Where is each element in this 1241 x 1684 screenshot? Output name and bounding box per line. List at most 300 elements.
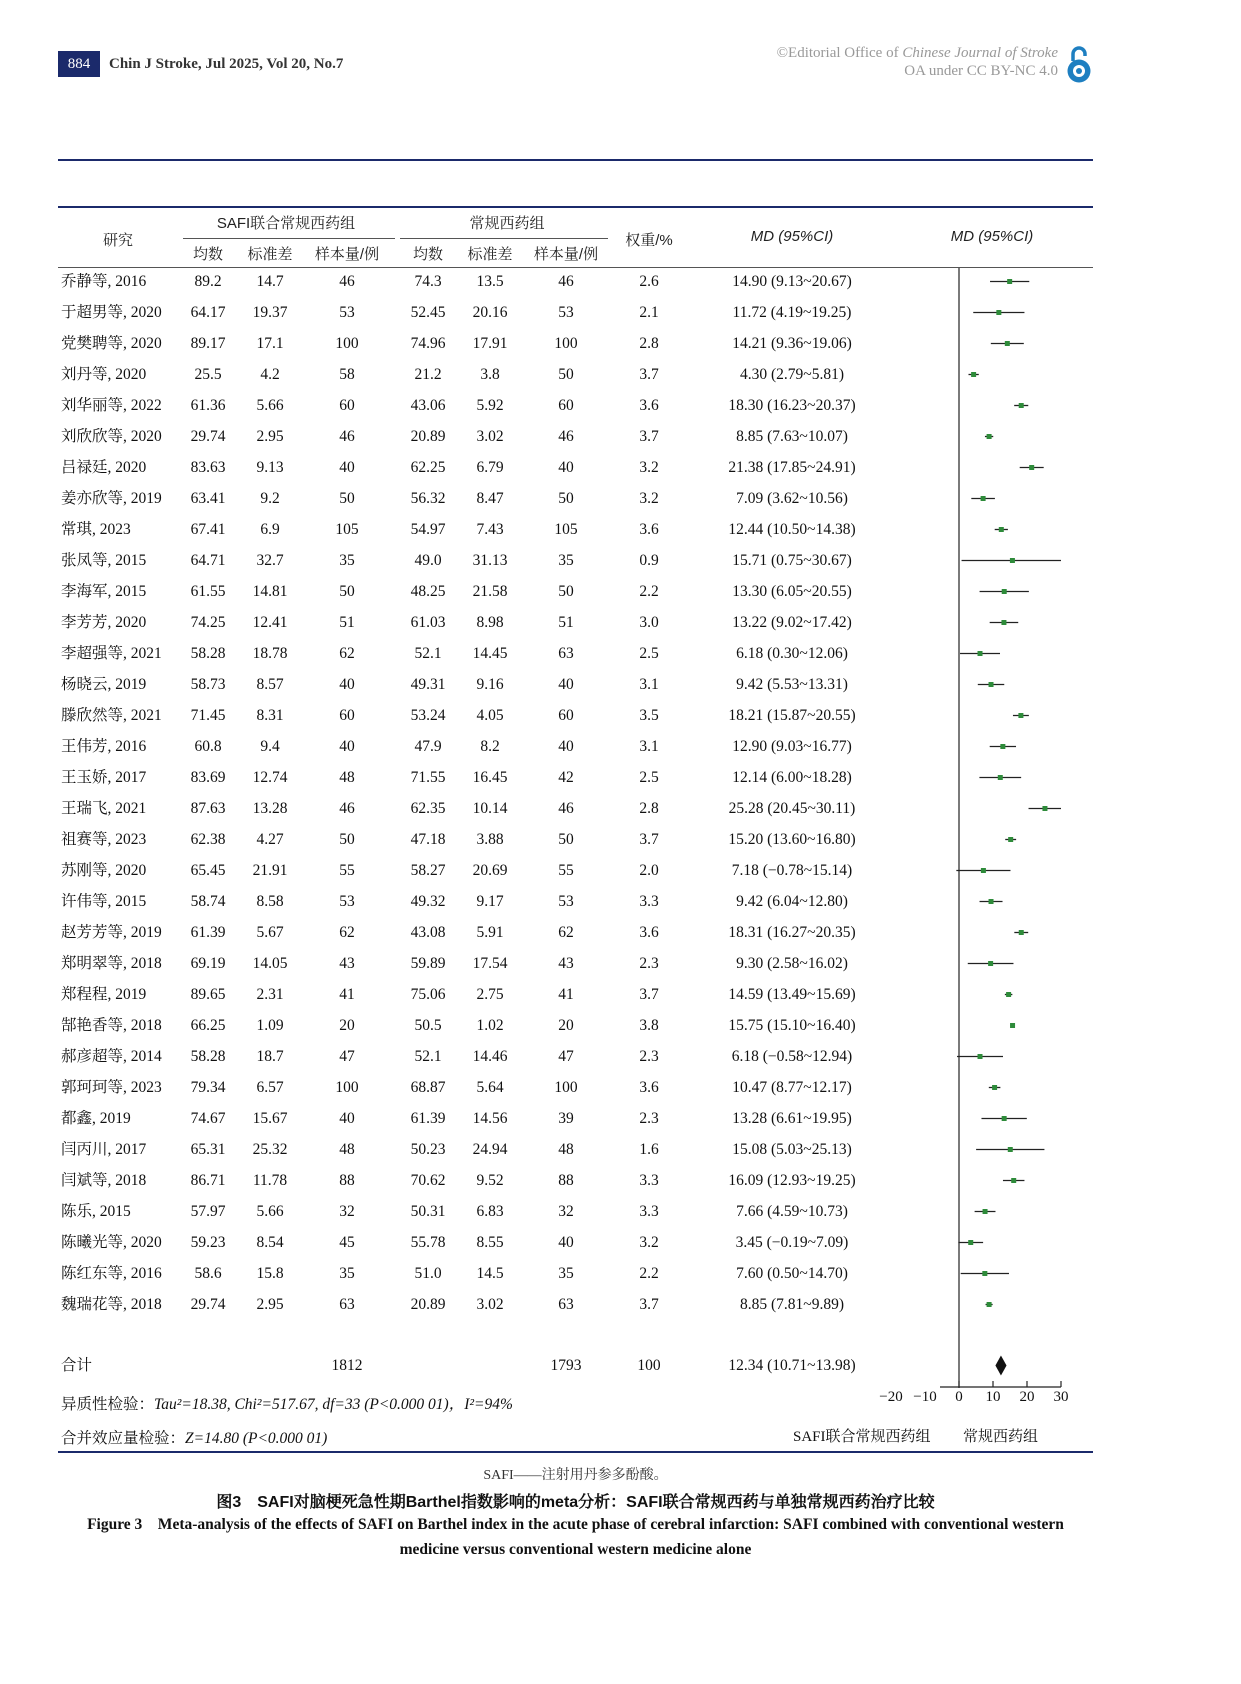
cell-m1: 69.19 bbox=[190, 955, 226, 972]
cell-n1: 46 bbox=[339, 800, 355, 817]
copyright-text: ©Editorial Office of bbox=[776, 45, 903, 61]
cell-m1: 67.41 bbox=[190, 521, 226, 538]
g2-mean-header: 均数 bbox=[412, 246, 444, 263]
cell-sd1: 15.8 bbox=[256, 1265, 284, 1282]
cell-ci: 8.85 (7.81~9.89) bbox=[740, 1296, 844, 1313]
cell-ci: 6.18 (0.30~12.06) bbox=[736, 645, 848, 662]
study-name: 陈乐, 2015 bbox=[61, 1203, 131, 1220]
table-row bbox=[0, 669, 1000, 700]
effect-marker bbox=[1029, 465, 1034, 470]
cell-ci: 9.30 (2.58~16.02) bbox=[736, 955, 848, 972]
cell-n1: 47 bbox=[339, 1048, 355, 1065]
cell-m2: 74.96 bbox=[410, 335, 446, 352]
cell-m2: 49.31 bbox=[410, 676, 446, 693]
cell-m1: 58.6 bbox=[194, 1265, 222, 1282]
table-row bbox=[0, 483, 1000, 514]
g2-n-header: 样本量/例 bbox=[533, 246, 599, 263]
cell-n2: 35 bbox=[558, 1265, 574, 1282]
cell-m1: 66.25 bbox=[190, 1017, 226, 1034]
cell-m2: 75.06 bbox=[410, 986, 446, 1003]
cell-n2: 46 bbox=[558, 800, 574, 817]
cell-n2: 40 bbox=[558, 459, 574, 476]
table-row bbox=[0, 1010, 1000, 1041]
cell-sd2: 7.43 bbox=[476, 521, 504, 538]
table-row bbox=[0, 917, 1000, 948]
cell-m1: 61.55 bbox=[190, 583, 226, 600]
cell-n2: 39 bbox=[558, 1110, 574, 1127]
cell-m2: 52.45 bbox=[410, 304, 446, 321]
cell-m1: 58.74 bbox=[190, 893, 226, 910]
table-row bbox=[0, 700, 1000, 731]
cell-m2: 50.23 bbox=[410, 1141, 446, 1158]
cell-w: 2.2 bbox=[639, 583, 659, 600]
cell-sd2: 9.52 bbox=[476, 1172, 504, 1189]
table-row bbox=[0, 731, 1000, 762]
effect-marker bbox=[1010, 558, 1015, 563]
effect-marker bbox=[996, 310, 1001, 315]
figure-caption-zh: 图3 SAFI对脑梗死急性期Barthel指数影响的meta分析：SAFI联合常规西药与单独常规西药治疗比较 bbox=[216, 1494, 935, 1511]
cell-w: 2.3 bbox=[639, 1048, 659, 1065]
group2-header: 常规西药组 bbox=[469, 215, 545, 232]
cell-n1: 100 bbox=[335, 335, 359, 352]
study-name: 党樊聘等, 2020 bbox=[61, 335, 162, 352]
cell-sd1: 18.7 bbox=[256, 1048, 284, 1065]
cell-m2: 74.3 bbox=[414, 273, 442, 290]
x-tick-label: 30 bbox=[1053, 1389, 1069, 1405]
table-row bbox=[0, 390, 1000, 421]
cell-sd1: 1.09 bbox=[256, 1017, 284, 1034]
cell-ci: 11.72 (4.19~19.25) bbox=[732, 304, 852, 321]
cell-n2: 62 bbox=[558, 924, 574, 941]
cell-m1: 29.74 bbox=[190, 1296, 226, 1313]
cell-m1: 83.63 bbox=[190, 459, 226, 476]
cell-m1: 58.28 bbox=[190, 645, 226, 662]
cell-w: 3.5 bbox=[639, 707, 659, 724]
table-row bbox=[0, 1258, 1000, 1289]
cell-sd2: 5.92 bbox=[476, 397, 504, 414]
col-study-header: 研究 bbox=[102, 232, 134, 249]
cell-m2: 43.08 bbox=[410, 924, 446, 941]
effect-marker bbox=[1010, 1023, 1015, 1028]
effect-marker bbox=[1011, 1178, 1016, 1183]
cell-sd2: 16.45 bbox=[472, 769, 508, 786]
cell-ci: 13.28 (6.61~19.95) bbox=[732, 1110, 852, 1127]
cell-w: 3.2 bbox=[639, 490, 659, 507]
cell-n2: 53 bbox=[558, 304, 574, 321]
cell-w: 2.5 bbox=[639, 769, 659, 786]
study-name: 都鑫, 2019 bbox=[61, 1110, 131, 1127]
cell-sd2: 6.83 bbox=[476, 1203, 504, 1220]
cell-n2: 50 bbox=[558, 366, 574, 383]
cell-sd1: 12.41 bbox=[252, 614, 288, 631]
figure-note: SAFI——注射用丹参多酚酸。 bbox=[483, 1468, 668, 1483]
study-name: 郭珂珂等, 2023 bbox=[61, 1079, 162, 1096]
table-row bbox=[0, 948, 1000, 979]
study-name: 魏瑞花等, 2018 bbox=[61, 1296, 162, 1313]
heterogeneity-test bbox=[61, 1392, 513, 1414]
study-name: 郑明翠等, 2018 bbox=[61, 955, 162, 972]
cell-n2: 43 bbox=[558, 955, 574, 972]
cell-m2: 55.78 bbox=[410, 1234, 446, 1251]
cell-m1: 62.38 bbox=[190, 831, 226, 848]
study-name: 刘丹等, 2020 bbox=[61, 366, 147, 383]
cell-m1: 65.31 bbox=[190, 1141, 226, 1158]
cell-n1: 50 bbox=[339, 831, 355, 848]
cell-sd2: 17.91 bbox=[472, 335, 508, 352]
het-prefix: 异质性检验： bbox=[61, 1396, 155, 1413]
cell-sd1: 15.67 bbox=[252, 1110, 288, 1127]
cell-m2: 21.2 bbox=[414, 366, 442, 383]
cell-ci: 7.09 (3.62~10.56) bbox=[736, 490, 848, 507]
cell-sd1: 5.66 bbox=[256, 397, 284, 414]
cell-m2: 62.25 bbox=[410, 459, 446, 476]
cell-m2: 61.03 bbox=[410, 614, 446, 631]
cell-sd1: 8.58 bbox=[256, 893, 284, 910]
cell-n1: 46 bbox=[339, 428, 355, 445]
table-row bbox=[0, 824, 1000, 855]
cell-sd2: 20.16 bbox=[472, 304, 508, 321]
cell-m2: 61.39 bbox=[410, 1110, 446, 1127]
cell-m1: 71.45 bbox=[190, 707, 226, 724]
top-rule bbox=[58, 159, 1093, 161]
cell-sd2: 9.16 bbox=[476, 676, 504, 693]
cell-m1: 64.71 bbox=[190, 552, 226, 569]
cell-w: 2.0 bbox=[639, 862, 659, 879]
cell-w: 2.6 bbox=[639, 273, 659, 290]
cell-sd2: 14.45 bbox=[472, 645, 508, 662]
effect-marker bbox=[992, 1085, 997, 1090]
effect-marker bbox=[1008, 837, 1013, 842]
cell-w: 3.6 bbox=[639, 924, 659, 941]
study-name: 刘华丽等, 2022 bbox=[61, 397, 162, 414]
table-row bbox=[0, 421, 1000, 452]
cell-sd2: 14.56 bbox=[472, 1110, 508, 1127]
pooled-diamond bbox=[995, 1356, 1006, 1376]
cell-m1: 89.17 bbox=[190, 335, 226, 352]
cell-m2: 47.18 bbox=[410, 831, 446, 848]
cell-w: 0.9 bbox=[639, 552, 659, 569]
effect-marker bbox=[1007, 279, 1012, 284]
journal-citation: Chin J Stroke, Jul 2025, Vol 20, No.7 bbox=[109, 56, 344, 72]
cell-m1: 74.25 bbox=[190, 614, 226, 631]
cell-ci: 8.85 (7.63~10.07) bbox=[736, 428, 848, 445]
cell-n1: 20 bbox=[339, 1017, 355, 1034]
cell-w: 3.2 bbox=[639, 1234, 659, 1251]
copyright-notice bbox=[777, 44, 1058, 80]
cell-w: 3.6 bbox=[639, 397, 659, 414]
table-row bbox=[0, 1072, 1000, 1103]
study-name: 郑程程, 2019 bbox=[61, 986, 147, 1003]
cell-n1: 40 bbox=[339, 738, 355, 755]
cell-n1: 40 bbox=[339, 676, 355, 693]
study-name: 张凤等, 2015 bbox=[61, 552, 147, 569]
cell-m2: 20.89 bbox=[410, 1296, 446, 1313]
cell-n2: 100 bbox=[554, 335, 578, 352]
table-row bbox=[0, 979, 1000, 1010]
group1-underline bbox=[183, 238, 395, 239]
table-row bbox=[0, 793, 1000, 824]
effect-marker bbox=[983, 1209, 988, 1214]
cell-m1: 89.2 bbox=[194, 273, 222, 290]
study-name: 闫斌等, 2018 bbox=[61, 1172, 147, 1189]
effect-marker bbox=[968, 1240, 973, 1245]
effect-marker bbox=[987, 434, 992, 439]
cell-m1: 86.71 bbox=[190, 1172, 226, 1189]
cell-m2: 71.55 bbox=[410, 769, 446, 786]
cell-sd2: 10.14 bbox=[472, 800, 508, 817]
cell-ci: 15.75 (15.10~16.40) bbox=[728, 1017, 856, 1034]
cell-sd1: 8.57 bbox=[256, 676, 284, 693]
page-number: 884 bbox=[58, 51, 100, 77]
cell-ci: 15.08 (5.03~25.13) bbox=[732, 1141, 852, 1158]
cell-n2: 48 bbox=[558, 1141, 574, 1158]
cell-m2: 52.1 bbox=[414, 645, 442, 662]
effect-marker bbox=[981, 496, 986, 501]
cell-w: 2.8 bbox=[639, 800, 659, 817]
cell-w: 3.0 bbox=[639, 614, 659, 631]
cell-n1: 62 bbox=[339, 924, 355, 941]
cell-ci: 18.21 (15.87~20.55) bbox=[728, 707, 856, 724]
table-row bbox=[0, 638, 1000, 669]
open-access-icon[interactable] bbox=[1065, 44, 1093, 84]
cell-ci: 7.66 (4.59~10.73) bbox=[736, 1203, 848, 1220]
study-name: 姜亦欣等, 2019 bbox=[61, 490, 162, 507]
cell-sd2: 14.46 bbox=[472, 1048, 508, 1065]
effect-marker bbox=[1018, 713, 1023, 718]
cell-m2: 43.06 bbox=[410, 397, 446, 414]
effect-marker bbox=[998, 775, 1003, 780]
cell-n2: 50 bbox=[558, 831, 574, 848]
cell-sd2: 17.54 bbox=[472, 955, 508, 972]
cell-sd2: 31.13 bbox=[472, 552, 508, 569]
table-row bbox=[0, 1165, 1000, 1196]
cell-sd1: 32.7 bbox=[256, 552, 284, 569]
cell-sd2: 8.47 bbox=[476, 490, 504, 507]
effect-marker bbox=[981, 868, 986, 873]
cell-n2: 47 bbox=[558, 1048, 574, 1065]
table-row bbox=[0, 576, 1000, 607]
cell-sd2: 3.02 bbox=[476, 428, 504, 445]
cell-ci: 15.71 (0.75~30.67) bbox=[732, 552, 852, 569]
cell-n2: 53 bbox=[558, 893, 574, 910]
cell-ci: 18.31 (16.27~20.35) bbox=[728, 924, 856, 941]
cell-ci: 16.09 (12.93~19.25) bbox=[728, 1172, 856, 1189]
cell-m1: 61.36 bbox=[190, 397, 226, 414]
cell-n2: 88 bbox=[558, 1172, 574, 1189]
cell-w: 3.6 bbox=[639, 1079, 659, 1096]
cell-m2: 58.27 bbox=[410, 862, 446, 879]
cell-sd1: 2.31 bbox=[256, 986, 284, 1003]
study-name: 乔静等, 2016 bbox=[61, 273, 147, 290]
x-tick-label: 20 bbox=[1019, 1389, 1035, 1405]
cell-n1: 46 bbox=[339, 273, 355, 290]
cell-w: 3.3 bbox=[639, 893, 659, 910]
effect-marker bbox=[978, 651, 983, 656]
effect-marker bbox=[1006, 992, 1011, 997]
study-name: 杨晓云, 2019 bbox=[61, 676, 147, 693]
g1-n-header: 样本量/例 bbox=[314, 246, 380, 263]
cell-n1: 62 bbox=[339, 645, 355, 662]
cell-ci: 9.42 (5.53~13.31) bbox=[736, 676, 848, 693]
cell-n1: 53 bbox=[339, 304, 355, 321]
cell-w: 3.8 bbox=[639, 1017, 659, 1034]
cell-n1: 35 bbox=[339, 552, 355, 569]
cell-n1: 43 bbox=[339, 955, 355, 972]
x-tick-label: 0 bbox=[955, 1389, 963, 1405]
overall-prefix: 合并效应量检验： bbox=[61, 1430, 186, 1447]
cell-m2: 56.32 bbox=[410, 490, 446, 507]
cell-ci: 13.30 (6.05~20.55) bbox=[732, 583, 852, 600]
table-row bbox=[0, 1196, 1000, 1227]
cell-n1: 63 bbox=[339, 1296, 355, 1313]
cell-m2: 70.62 bbox=[410, 1172, 446, 1189]
cell-w: 2.2 bbox=[639, 1265, 659, 1282]
g2-sd-header: 标准差 bbox=[467, 246, 513, 263]
cell-m2: 53.24 bbox=[410, 707, 446, 724]
cell-sd2: 13.5 bbox=[476, 273, 504, 290]
cell-m2: 47.9 bbox=[414, 738, 442, 755]
cell-sd2: 8.98 bbox=[476, 614, 504, 631]
cell-ci: 9.42 (6.04~12.80) bbox=[736, 893, 848, 910]
cell-n1: 41 bbox=[339, 986, 355, 1003]
cell-n1: 50 bbox=[339, 583, 355, 600]
x-tick-label: −20 bbox=[879, 1389, 903, 1405]
cell-ci: 18.30 (16.23~20.37) bbox=[728, 397, 856, 414]
overall-text: Z=14.80 (P<0.000 01) bbox=[185, 1430, 328, 1447]
table-row bbox=[0, 762, 1000, 793]
study-name: 郜艳香等, 2018 bbox=[61, 1017, 162, 1034]
study-name: 于超男等, 2020 bbox=[61, 304, 162, 321]
cell-m1: 61.39 bbox=[190, 924, 226, 941]
x-tick-label: 10 bbox=[985, 1389, 1001, 1405]
table-row bbox=[0, 1134, 1000, 1165]
favours-right-label: 常规西药组 bbox=[963, 1429, 1039, 1445]
cell-sd2: 1.02 bbox=[476, 1017, 504, 1034]
table-row bbox=[0, 886, 1000, 917]
effect-marker bbox=[1001, 620, 1006, 625]
cell-m2: 49.32 bbox=[410, 893, 446, 910]
study-name: 李芳芳, 2020 bbox=[61, 614, 147, 631]
table-row bbox=[0, 545, 1000, 576]
cell-sd1: 11.78 bbox=[252, 1172, 288, 1189]
cell-m1: 87.63 bbox=[190, 800, 226, 817]
x-tick-label: −10 bbox=[913, 1389, 937, 1405]
table-row bbox=[0, 855, 1000, 886]
cell-n2: 55 bbox=[558, 862, 574, 879]
cell-sd1: 8.54 bbox=[256, 1234, 284, 1251]
cell-n1: 32 bbox=[339, 1203, 355, 1220]
cell-ci: 14.59 (13.49~15.69) bbox=[728, 986, 856, 1003]
cell-sd1: 8.31 bbox=[256, 707, 284, 724]
total-n2: 1793 bbox=[550, 1357, 582, 1374]
table-row bbox=[0, 297, 1000, 328]
cell-sd1: 18.78 bbox=[252, 645, 288, 662]
cell-m1: 58.28 bbox=[190, 1048, 226, 1065]
study-name: 吕禄廷, 2020 bbox=[61, 459, 147, 476]
cell-w: 3.7 bbox=[639, 1296, 659, 1313]
journal-name: Chinese Journal of Stroke bbox=[902, 45, 1058, 61]
table-row bbox=[0, 328, 1000, 359]
cell-w: 3.7 bbox=[639, 428, 659, 445]
study-name: 常琪, 2023 bbox=[61, 521, 131, 538]
cell-m2: 49.0 bbox=[414, 552, 442, 569]
cell-sd1: 2.95 bbox=[256, 1296, 284, 1313]
cell-sd1: 2.95 bbox=[256, 428, 284, 445]
total-ci: 12.34 (10.71~13.98) bbox=[728, 1357, 856, 1374]
table-bottom-rule bbox=[58, 1451, 1093, 1453]
cell-m2: 51.0 bbox=[414, 1265, 442, 1282]
cell-sd2: 5.64 bbox=[476, 1079, 504, 1096]
table-row bbox=[0, 607, 1000, 638]
effect-marker bbox=[1002, 589, 1007, 594]
weight-header: 权重/% bbox=[625, 232, 673, 249]
total-row bbox=[0, 1350, 1000, 1381]
cell-sd2: 5.91 bbox=[476, 924, 504, 941]
table-row bbox=[0, 1041, 1000, 1072]
effect-marker bbox=[1042, 806, 1047, 811]
cell-sd2: 2.75 bbox=[476, 986, 504, 1003]
cell-sd1: 17.1 bbox=[256, 335, 284, 352]
cell-n2: 105 bbox=[554, 521, 578, 538]
cell-m2: 50.31 bbox=[410, 1203, 446, 1220]
effect-marker bbox=[978, 1054, 983, 1059]
cell-w: 3.7 bbox=[639, 831, 659, 848]
study-name: 李超强等, 2021 bbox=[61, 645, 162, 662]
group1-header: SAFI联合常规西药组 bbox=[216, 215, 356, 232]
effect-marker bbox=[971, 372, 976, 377]
cell-sd2: 3.88 bbox=[476, 831, 504, 848]
cell-w: 1.6 bbox=[639, 1141, 659, 1158]
cell-n1: 58 bbox=[339, 366, 355, 383]
cell-m1: 59.23 bbox=[190, 1234, 226, 1251]
cell-n1: 100 bbox=[335, 1079, 359, 1096]
overall-effect-test bbox=[61, 1426, 327, 1448]
total-n1: 1812 bbox=[331, 1357, 363, 1374]
cell-w: 3.7 bbox=[639, 986, 659, 1003]
cell-sd1: 25.32 bbox=[252, 1141, 288, 1158]
cell-n2: 40 bbox=[558, 738, 574, 755]
cell-n1: 45 bbox=[339, 1234, 355, 1251]
cell-ci: 6.18 (−0.58~12.94) bbox=[731, 1048, 853, 1065]
cell-m2: 52.1 bbox=[414, 1048, 442, 1065]
cell-sd2: 6.79 bbox=[476, 459, 504, 476]
cell-m1: 63.41 bbox=[190, 490, 226, 507]
cell-w: 3.6 bbox=[639, 521, 659, 538]
cell-sd2: 14.5 bbox=[476, 1265, 504, 1282]
total-label: 合计 bbox=[61, 1357, 93, 1374]
cell-n2: 60 bbox=[558, 707, 574, 724]
cell-n1: 55 bbox=[339, 862, 355, 879]
cell-n2: 20 bbox=[558, 1017, 574, 1034]
effect-marker bbox=[1000, 744, 1005, 749]
cell-w: 3.3 bbox=[639, 1172, 659, 1189]
cell-sd1: 19.37 bbox=[252, 304, 288, 321]
cell-sd1: 6.9 bbox=[260, 521, 280, 538]
cell-ci: 14.90 (9.13~20.67) bbox=[732, 273, 852, 290]
effect-marker bbox=[987, 1302, 992, 1307]
table-top-rule bbox=[58, 206, 1093, 208]
cell-w: 3.1 bbox=[639, 738, 659, 755]
cell-m1: 89.65 bbox=[190, 986, 226, 1003]
cell-n2: 42 bbox=[558, 769, 574, 786]
license-text[interactable]: OA under CC BY-NC 4.0 bbox=[904, 63, 1058, 79]
study-name: 陈红东等, 2016 bbox=[61, 1265, 162, 1282]
effect-marker bbox=[1002, 1116, 1007, 1121]
cell-sd1: 4.27 bbox=[256, 831, 284, 848]
study-name: 赵芳芳等, 2019 bbox=[61, 924, 162, 941]
cell-m2: 48.25 bbox=[410, 583, 446, 600]
cell-n2: 46 bbox=[558, 428, 574, 445]
